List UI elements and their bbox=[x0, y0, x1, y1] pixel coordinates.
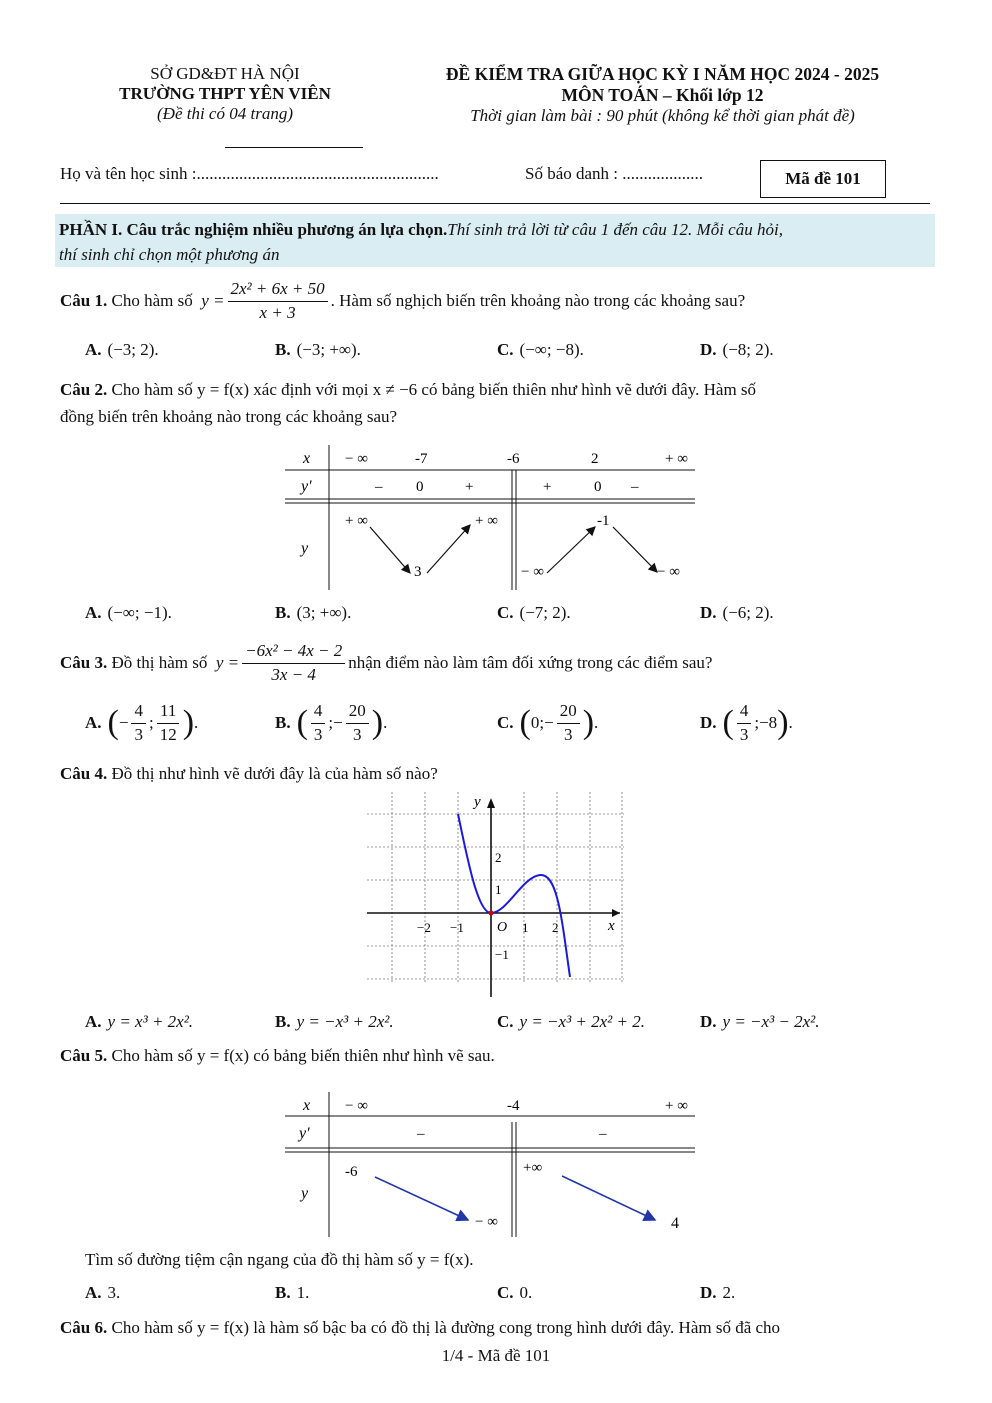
q2-label: Câu 2. bbox=[60, 380, 108, 399]
q5-row-x: x bbox=[303, 1097, 311, 1114]
q2-yp-1: 0 bbox=[416, 479, 424, 495]
exam-code: Mã đề 101 bbox=[785, 169, 861, 188]
q2-x-3: 2 bbox=[591, 451, 599, 467]
dept-name: SỞ GD&ĐT HÀ NỘI bbox=[150, 64, 300, 83]
q1-option-d[interactable]: D. (−8; 2). bbox=[700, 340, 774, 359]
q5-option-a[interactable]: A. 3. bbox=[85, 1283, 121, 1302]
header-right bbox=[385, 64, 940, 126]
q4-origin-point bbox=[489, 911, 494, 916]
q2-option-b[interactable]: B. (3; +∞). bbox=[275, 603, 352, 622]
q4-ytick-2: −1 bbox=[495, 947, 509, 962]
page-footer: 1/4 - Mã đề 101 bbox=[441, 1346, 551, 1365]
q2-row-yp: y′ bbox=[301, 478, 312, 495]
q4-option-c[interactable]: C. y = −x³ + 2x² + 2. bbox=[497, 1012, 645, 1031]
q2-option-d[interactable]: D. (−6; 2). bbox=[700, 603, 774, 622]
part1-title: PHẦN I. Câu trắc nghiệm nhiều phương án lựa chọn. bbox=[59, 220, 448, 239]
q2-x-0: − ∞ bbox=[345, 451, 368, 467]
q1-fraction: $\frac{\text{2x² + 6x + 50}}{x + 3}$ bbox=[228, 280, 328, 322]
q2-yp-0: – bbox=[375, 479, 383, 495]
q2-y-1: 3 bbox=[414, 564, 422, 580]
q5-option-b[interactable]: B. 1. bbox=[275, 1283, 310, 1302]
q3-post: nhận điểm nào làm tâm đối xứng trong các điểm sau? bbox=[348, 653, 713, 673]
q4-xtick-3: 2 bbox=[552, 920, 559, 935]
q3-option-a[interactable]: A. ( − $\frac{4}{3}$ ; $\frac{11}{12}$ ) . bbox=[85, 701, 199, 744]
q5-option-c[interactable]: C. 0. bbox=[497, 1283, 533, 1302]
q4-ytick-1: 1 bbox=[495, 882, 502, 897]
q5-option-d[interactable]: D. 2. bbox=[700, 1283, 736, 1302]
q2-yp-2: + bbox=[465, 479, 474, 495]
q1-lhs: y = bbox=[201, 291, 225, 311]
q5-label: Câu 5. bbox=[60, 1046, 108, 1065]
q3-label: Câu 3. bbox=[60, 653, 108, 673]
q5-row-yp: y′ bbox=[299, 1125, 310, 1142]
q3-fraction: $\frac{\text{−6x² − 4x − 2}}{3x - 4}$ bbox=[242, 642, 345, 684]
q4-option-b[interactable]: B. y = −x³ + 2x². bbox=[275, 1012, 394, 1031]
q4-xtick-2: 1 bbox=[522, 920, 529, 935]
question-5 bbox=[60, 1046, 495, 1066]
q2-row-y: y bbox=[301, 540, 309, 557]
q2-x-2: -6 bbox=[507, 451, 520, 467]
q2-option-a[interactable]: A. (−∞; −1). bbox=[85, 603, 172, 622]
q5-arrow-down-2 bbox=[562, 1176, 655, 1220]
q2-yp-4: 0 bbox=[594, 479, 602, 495]
q1-label: Câu 1. bbox=[60, 291, 108, 311]
q4-option-d[interactable]: D. y = −x³ − 2x². bbox=[700, 1012, 820, 1031]
q1-option-a[interactable]: A. (−3; 2). bbox=[85, 340, 159, 359]
q2-x-1: -7 bbox=[415, 451, 428, 467]
q4-text: Đồ thị như hình vẽ dưới đây là của hàm số nào? bbox=[111, 764, 438, 783]
q2-y-4: -1 bbox=[597, 513, 610, 529]
q2-arrow-up-1 bbox=[427, 525, 470, 573]
q5-x-2: + ∞ bbox=[665, 1098, 688, 1114]
q4-option-a[interactable]: A. y = x³ + 2x². bbox=[85, 1012, 194, 1031]
question-1 bbox=[60, 280, 745, 322]
q2-text-1: Cho hàm số y = f(x) xác định với mọi x ≠ −6 có bảng biến thiên như hình vẽ dưới đây. Hàm số bbox=[111, 380, 757, 399]
header-left-rule bbox=[225, 147, 363, 148]
q5-y-1: − ∞ bbox=[475, 1214, 498, 1230]
q5-yp-1: – bbox=[599, 1126, 607, 1142]
q2-row-x: x bbox=[303, 450, 311, 467]
q5-y-2: +∞ bbox=[523, 1160, 543, 1176]
time-note: Thời gian làm bài : 90 phút (không kể thời gian phát đề) bbox=[470, 106, 855, 125]
q1-option-b[interactable]: B. (−3; +∞). bbox=[275, 340, 361, 359]
q4-xtick-0: −2 bbox=[417, 920, 431, 935]
student-name-field[interactable]: Họ và tên học sinh :......................................................... bbox=[60, 164, 439, 183]
q2-y-2: + ∞ bbox=[475, 513, 498, 529]
header-divider bbox=[60, 203, 930, 204]
q1-pre: Cho hàm số bbox=[111, 291, 193, 311]
q3-pre: Đồ thị hàm số bbox=[111, 653, 208, 673]
q2-y-0: + ∞ bbox=[345, 513, 368, 529]
q2-yp-5: – bbox=[631, 479, 639, 495]
q5-text: Cho hàm số y = f(x) có bảng biến thiên như hình vẽ sau. bbox=[111, 1046, 495, 1065]
q3-option-c[interactable]: C. ( 0 ; − $\frac{20}{3}$ ) . bbox=[497, 701, 599, 744]
q3-lhs: y = bbox=[215, 653, 240, 673]
header-left bbox=[70, 64, 380, 124]
part1-instruction-2: thí sinh chỉ chọn một phương án bbox=[59, 245, 280, 264]
q5-x-0: − ∞ bbox=[345, 1098, 368, 1114]
q2-text-2: đồng biến trên khoảng nào trong các khoảng sau? bbox=[60, 407, 398, 426]
student-id-field[interactable]: Số báo danh : ................... bbox=[525, 164, 704, 183]
q4-ytick-0: 2 bbox=[495, 850, 502, 865]
q4-curve bbox=[458, 814, 570, 977]
q5-row-y: y bbox=[301, 1185, 309, 1202]
q2-option-c[interactable]: C. (−7; 2). bbox=[497, 603, 571, 622]
q1-post: . Hàm số nghịch biến trên khoảng nào trong các khoảng sau? bbox=[330, 291, 746, 311]
part1-instruction: Thí sinh trả lời từ câu 1 đến câu 12. Mỗi câu hỏi, bbox=[447, 220, 783, 239]
pages-note: (Đề thi có 04 trang) bbox=[157, 104, 293, 123]
part1-band bbox=[55, 214, 935, 267]
exam-code-box bbox=[760, 160, 886, 198]
q3-option-d[interactable]: D. ( $\frac{4}{3}$ ; −8 ) . bbox=[700, 701, 793, 744]
q2-y-3: − ∞ bbox=[521, 564, 544, 580]
q4-x-axis-label: x bbox=[608, 918, 615, 934]
q5-y-0: -6 bbox=[345, 1164, 358, 1180]
school-name: TRƯỜNG THPT YÊN VIÊN bbox=[119, 84, 331, 103]
question-6 bbox=[60, 1318, 940, 1338]
q5-x-1: -4 bbox=[507, 1098, 520, 1114]
question-4 bbox=[60, 764, 438, 784]
q4-origin-label: O bbox=[497, 920, 508, 935]
q6-text: Cho hàm số y = f(x) là hàm số bậc ba có đồ thị là đường cong trong hình dưới đây. Hàm số đã cho bbox=[111, 1318, 781, 1337]
question-2 bbox=[60, 376, 940, 430]
q4-label: Câu 4. bbox=[60, 764, 108, 783]
q5-question: Tìm số đường tiệm cận ngang của đồ thị hàm số y = f(x). bbox=[85, 1250, 474, 1269]
q4-graph bbox=[362, 792, 632, 1002]
q4-y-axis-label: y bbox=[474, 794, 481, 810]
q5-y-3: 4 bbox=[671, 1215, 679, 1232]
q2-x-4: + ∞ bbox=[665, 451, 688, 467]
q5-yp-0: – bbox=[417, 1126, 425, 1142]
q2-arrow-down-1 bbox=[370, 527, 410, 573]
q1-option-c[interactable]: C. (−∞; −8). bbox=[497, 340, 584, 359]
q2-arrow-up-2 bbox=[547, 527, 595, 573]
exam-title: ĐỀ KIỂM TRA GIỮA HỌC KỲ I NĂM HỌC 2024 - 2025 bbox=[445, 64, 880, 84]
q6-label: Câu 6. bbox=[60, 1318, 108, 1337]
q3-option-b[interactable]: B. ( $\frac{4}{3}$ ; − $\frac{20}{3}$ ) . bbox=[275, 701, 388, 744]
subject: MÔN TOÁN – Khối lớp 12 bbox=[561, 85, 764, 105]
q5-variation-table bbox=[285, 1092, 700, 1240]
q2-yp-3: + bbox=[543, 479, 552, 495]
q5-arrow-down-1 bbox=[375, 1177, 468, 1220]
q2-variation-table bbox=[285, 445, 700, 590]
q2-y-5: − ∞ bbox=[657, 564, 680, 580]
q4-xtick-1: −1 bbox=[450, 920, 464, 935]
q2-arrow-down-2 bbox=[613, 527, 657, 572]
question-3 bbox=[60, 642, 712, 684]
